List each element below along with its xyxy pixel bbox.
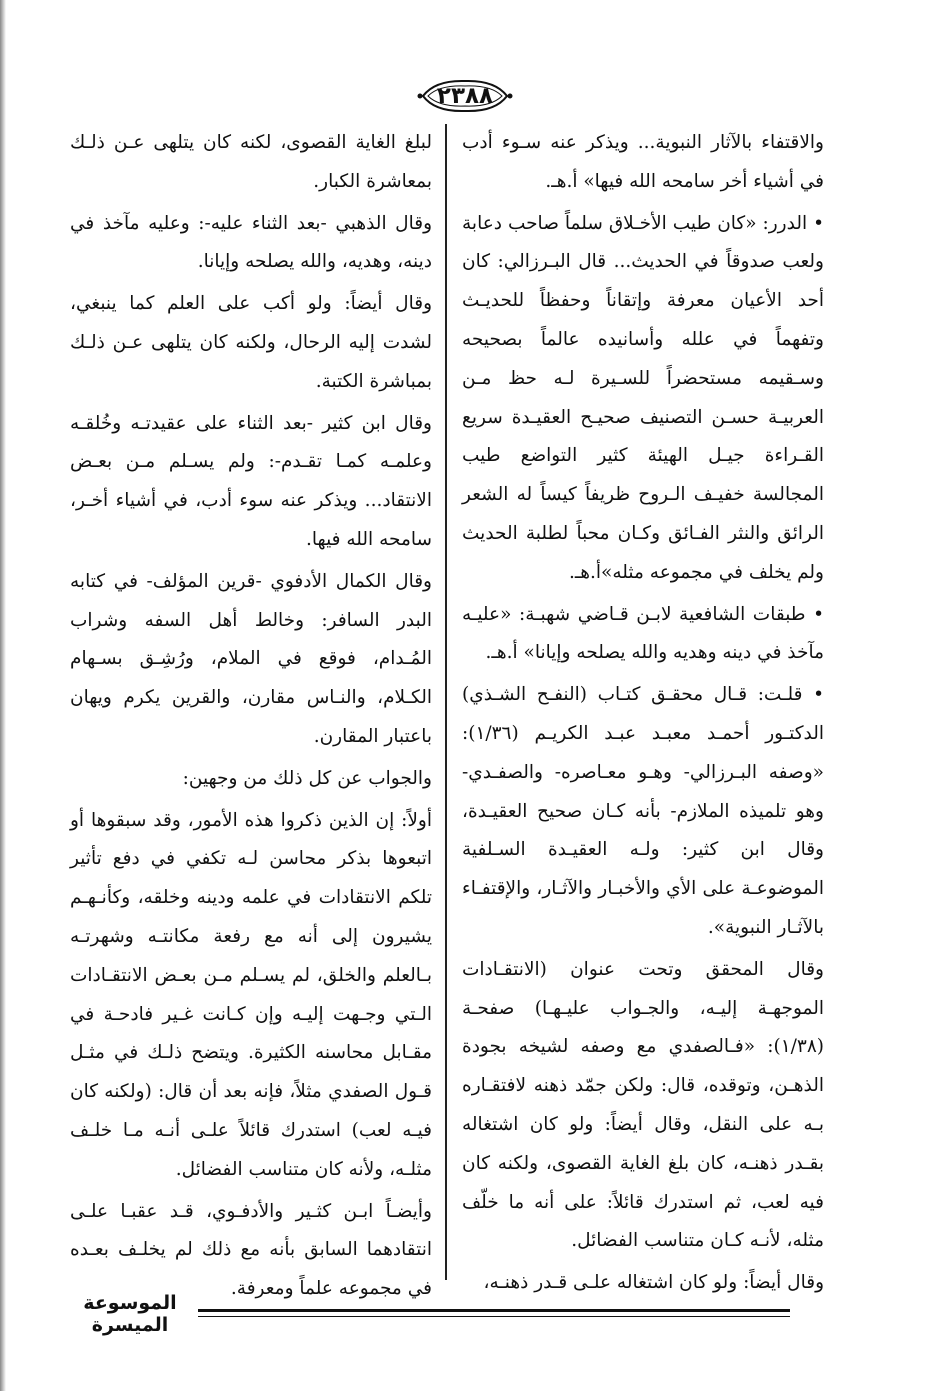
paragraph: وأيضـاً ابـن كثـير والأدفـوي، قـد عقبـا علـى انتقادهما السابق بأنه مع ذلك لم يخلـف بعـده في مجموعه علماً ومعرفة. xyxy=(70,1200,432,1300)
paragraph: • قلـت: قـال محقـق كتـاب (النفـح الشـذي) الدكتـور أحمـد معبـد عبـد الكريـم (١/٣٦): «وصفه البـرزالي- وهـو معـاصره- والصفـدي- وهو تلميذه الملازم- بأنه كـان صحيح العقيـدة، وقال ابن كثير: ولـه العقيـدة السـلفية الموضوعـة على الأي والأخبـار والآثـار، والإقتفـاء بالآثـار النبوية». xyxy=(462,684,824,938)
paragraph: وقال الكمال الأدفوي -قرين المؤلف- في كتابه البدر السافر: وخالط أهل السفه وشراب المُـدام، فوقع في الملام، ورُشِـق بسـهام الكـلام، والنـاس مقارن، والقرين يكرم ويهان باعتبار المقارن. xyxy=(70,570,432,747)
paragraph: وقال المحقق وتحت عنوان (الانتقـادات الموجهـة إليـه، والجـواب عليـهـا) صفحـة (١/٣٨): «فـالصفدي مع وصفه لشيخه بجودة الذهـن، وتوقده، قال: ولكن جمّد ذهنه لافتقـاره بـه على النقل، وقال أيضاً: ولو كان اشتغاله بقـدر ذهنـه، كان بلغ الغاية القصوى، ولكنه كان فيه لعب، ثم استدرك قائلاً: على أنه ما خلّف مثله، لأنـه كـان متناسب الفضائل. xyxy=(462,958,824,1252)
footer-title: الموسوعة الميسرة xyxy=(83,1292,177,1336)
paragraph: لبلغ الغاية القصوى، لكنه كان يتلهى عـن ذلـك بمعاشرة الكبار. xyxy=(70,132,432,192)
scan-edge xyxy=(0,0,6,1391)
paragraph: وقال ابن كثير -بعد الثناء على عقيدتـه وخُلقـه وعلمـه كمـا تقـدم-: ولم يسـلم مـن بعـض الانتقاد... ويذكر عنه سوء أدب، في أشياء أخـر، سامحه الله فيها. xyxy=(70,412,432,550)
paragraph: وقال أيضاً: ولو أكب على العلم كما ينبغي، لشدت إليه الرحال، ولكنه كان يتلهى عـن ذلـك بمباشرة الكتبة. xyxy=(70,293,432,392)
footer-rule xyxy=(198,1309,790,1312)
paragraph: والاقتفاء بالآثار النبوية... ويذكر عنه سـوء أدب في أشياء أخر سامحه الله فيها» أ.هـ. xyxy=(462,132,824,192)
paragraph: • طبقات الشافعية لابـن قـاضي شهبـة: «عليـه مآخذ في دينه وهديه والله يصلحه وإيانا» أ.هـ. xyxy=(462,603,824,664)
paragraph: وقال أيضاً: ولو كان اشتغاله علـى قـدر ذهنـه، xyxy=(483,1272,824,1294)
left-column xyxy=(70,124,432,1312)
paragraph: والجواب عن كل ذلك من وجهين: xyxy=(182,767,432,789)
paragraph: • الدرر: «كان طيب الأخـلاق سلماً صاحب دعابة ولعب صدوقاً في الحديث... قال البـرزالي: كان أحد الأعيان معرفة وإتقاناً وحفظاً للحديـث وتفهماً في علله وأسانيده عالماً بصحيحه وسـقيمه مستحضراً للسـيرة لـه حظ مـن العربيـة حسـن التصنيف صحيـح العقيـدة سريع القـراءة جيـل الهيئة كثير التواضع طيب المجالسة خفيـف الـروح ظريفاً كيساً له الشعر الرائق والنثر الفـائق وكـان محباً لطلبة الحديث ولم يخلف في مجموعه مثله»أ.هـ. xyxy=(462,212,824,583)
paragraph: وقال الذهبي -بعد الثناء عليه-: وعليه مآخذ في دينه، وهديه، والله يصلحه وإيانا. xyxy=(70,212,432,273)
column-divider xyxy=(445,124,447,1280)
footer-rule-thin xyxy=(198,1316,790,1317)
page-number: ٢٣٨٨ xyxy=(436,83,494,109)
paragraph: أولاً: إن الذين ذكروا هذه الأمور، وقد سبقوها أو اتبعوها بذكر محاسن لـه تكفي في دفع تأثير تلكم الانتقادات في علمه ودينه وخلقه، وكأنـهـم يشيرون إلى أنه مع رفعة مكانتـه وشهرتـه بـالعلم والخلق، لم يسـلم مـن بعـض الانتقـادات الـتي وجـهت إليـه وإن كـانت غـير فادحـة في مقـابل محاسنه الكثيرة. ويتضح ذلـك في مثـل قـول الصفدي مثلاً، فإنه بعد أن قال: (ولكنه كان فيـه لعب) استدرك قائلاً علـى أنـه مـا خلـف مثلـه، ولأنه كان متناسب الفضائل. xyxy=(70,809,432,1180)
right-column xyxy=(462,124,824,1306)
page-number-ornament xyxy=(415,76,515,116)
